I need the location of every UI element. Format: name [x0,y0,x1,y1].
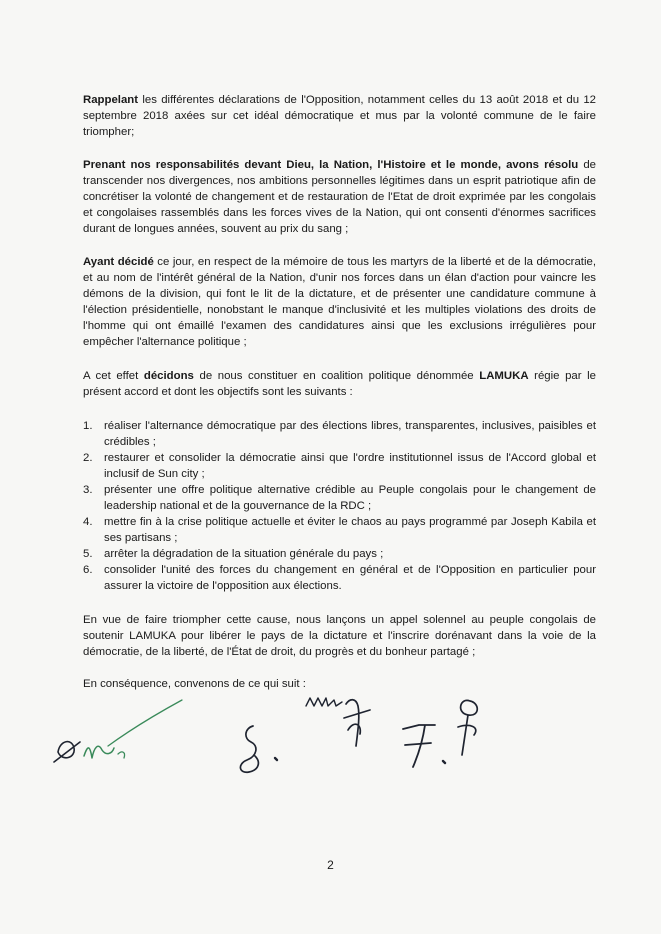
objective-number: 2. [83,452,93,464]
objective-number: 1. [83,420,93,432]
paragraph-prenant [83,157,596,237]
paragraph-lead: Ayant décidé [83,256,154,268]
objectives-list [83,418,596,594]
objective-item [83,482,596,514]
objective-number: 5. [83,548,93,560]
objective-text: consolider l'unité des forces du changement en général et de l'Opposition en particulier pour assurer la victoire de l'opposition aux élections. [104,564,596,592]
paragraph-appeal: En vue de faire triompher cette cause, nous lançons un appel solennel au peuple congolais de soutenir LAMUKA pour libérer le pays de la dictature et l'inscrire dorénavant dans la voie de la démocratie, de la liberté, de l'État de droit, du progrès et du bonheur partagé ; [83,614,596,658]
objective-text: mettre fin à la crise politique actuelle et éviter le chaos au pays programmé par Joseph Kabila et ses partisans ; [104,516,596,544]
decision-lead: décidons [143,370,194,382]
paragraph-lead: Rappelant [83,94,139,106]
paragraph-ayant-decide [83,254,596,350]
paragraph-lead: Prenant nos responsabilités devant Dieu, la Nation, l'Histoire et le monde, avons résolu [83,159,579,171]
objective-text: réaliser l'alternance démocratique par des élections libres, transparentes, inclusives, paisibles et crédibles ; [104,420,596,448]
page-number: 2 [327,858,334,872]
objective-number: 4. [83,516,93,528]
decision-post: régie par le présent accord et dont les objectifs sont les suivants : [83,370,597,398]
objective-item [83,546,596,562]
coalition-name: LAMUKA [479,370,529,382]
decision-pre: A cet effet [83,370,144,382]
objective-text: restaurer et consolider la démocratie ainsi que l'ordre institutionnel issus de l'Accord global et inclusif de Sun city ; [104,452,596,480]
objective-item [83,562,596,594]
paragraph-text: les différentes déclarations de l'Opposition, notamment celles du 13 août 2018 et du 12 septembre 2018 axées sur cet idéal démocratique et mus par la volonté commune de le faire triompher; [83,94,596,138]
decision-mid: de nous constituer en coalition politique dénommée [193,370,480,382]
objective-number: 3. [83,484,93,496]
paragraph-text: ce jour, en respect de la mémoire de tous les martyrs de la liberté et de la démocratie, et au nom de l'intérêt général de la Nation, d'unir nos forces dans un élan d'action pour vaincre les démons de la division, qui font le lit de la dictature, et de présenter une candidature commune à l'élection présidentielle, nonobstant le manque d'inclusivité et les multiples violations des droits de l'homme qui ont émaillé l'examen des candidatures ainsi que les exclusions irrégulières pour empêcher l'alternance politique ; [83,256,596,348]
signature-1 [50,690,200,780]
paragraph-closing: En conséquence, convenons de ce qui suit : [83,678,306,690]
signature-5 [440,693,500,763]
signature-3 [300,690,390,760]
paragraph-rappelant [83,92,596,140]
objective-text: arrêter la dégradation de la situation générale du pays ; [104,548,384,560]
objective-number: 6. [83,564,93,576]
objective-item [83,514,596,546]
paragraph-decision [83,368,596,400]
signature-2 [225,720,285,780]
objective-text: présenter une offre politique alternative crédible au Peuple congolais pour le changement de leadership national et de la gouvernance de la RDC ; [104,484,596,512]
objective-item [83,450,596,482]
objective-item [83,418,596,450]
paragraph-text: de transcender nos divergences, nos ambitions personnelles légitimes dans un esprit patriotique afin de concrétiser la volonté de changement et de restauration de l'Etat de droit exprimée par les congolais et congolaises rassemblés dans les forces vives de la Nation, qui ont consenti d'énormes sacrifices durant de longues années, souvent au prix du sang ; [83,159,596,235]
